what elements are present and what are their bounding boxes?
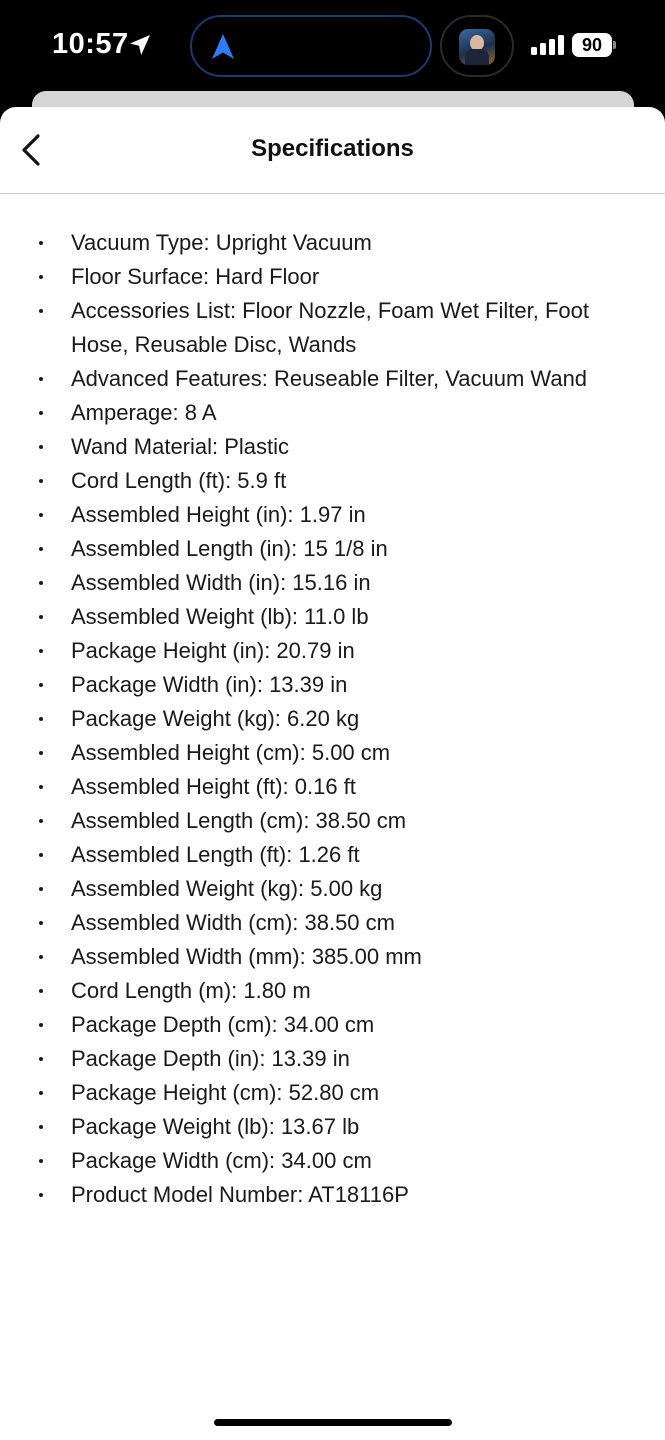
bullet-icon [39,887,43,891]
location-arrow-icon [128,33,152,57]
bullet-icon [39,479,43,483]
spec-item [0,1008,635,1042]
bullet-icon [39,751,43,755]
page-title: Specifications [251,135,414,162]
spec-item [0,1076,635,1110]
cellular-signal-icon [531,35,565,55]
spec-item [0,770,635,804]
spec-text: Package Weight (lb): 13.67 lb [71,1114,360,1139]
dynamic-island-navigation[interactable] [190,15,432,77]
bullet-icon [39,1125,43,1129]
spec-text: Assembled Length (ft): 1.26 ft [71,842,360,867]
spec-text: Assembled Height (in): 1.97 in [71,502,366,527]
spec-item [0,430,635,464]
spec-item [0,600,635,634]
bullet-icon [39,1159,43,1163]
bullet-icon [39,1057,43,1061]
spec-text: Vacuum Type: Upright Vacuum [71,230,372,255]
dynamic-island-media[interactable] [440,15,514,77]
spec-item [0,1042,635,1076]
spec-item [0,702,635,736]
spec-text: Wand Material: Plastic [71,434,290,459]
spec-item [0,532,635,566]
spec-item [0,226,635,260]
spec-item [0,940,635,974]
bullet-icon [39,445,43,449]
bullet-icon [39,309,43,313]
bullet-icon [39,683,43,687]
spec-text: Assembled Height (ft): 0.16 ft [71,774,356,799]
spec-item [0,294,635,362]
bullet-icon [39,1091,43,1095]
spec-item [0,498,635,532]
spec-text: Assembled Weight (lb): 11.0 lb [71,604,369,629]
spec-item [0,872,635,906]
spec-text: Amperage: 8 A [71,400,217,425]
bullet-icon [39,411,43,415]
spec-item [0,804,635,838]
spec-text: Assembled Height (cm): 5.00 cm [71,740,391,765]
spec-text: Package Height (cm): 52.80 cm [71,1080,380,1105]
spec-text: Assembled Length (in): 15 1/8 in [71,536,388,561]
spec-item [0,1144,635,1178]
bullet-icon [39,615,43,619]
bullet-icon [39,921,43,925]
spec-text: Advanced Features: Reuseable Filter, Vacuum Wand [71,366,588,391]
bullet-icon [39,581,43,585]
specifications-sheet [0,107,665,1440]
spec-item [0,906,635,940]
spec-text: Accessories List: Floor Nozzle, Foam Wet Filter, Foot Hose, Reusable Disc, Wands [71,298,589,357]
navigation-arrow-icon [210,33,236,61]
battery-level: 90 [572,33,612,57]
bullet-icon [39,853,43,857]
battery-icon [572,33,616,57]
spec-text: Package Depth (cm): 34.00 cm [71,1012,375,1037]
spec-item [0,362,635,396]
sheet-header [0,107,665,194]
spec-item [0,396,635,430]
bullet-icon [39,955,43,959]
bullet-icon [39,1193,43,1197]
spec-item [0,1178,635,1212]
spec-item [0,736,635,770]
bullet-icon [39,547,43,551]
bullet-icon [39,819,43,823]
bullet-icon [39,717,43,721]
spec-text: Package Width (in): 13.39 in [71,672,348,697]
spec-item [0,974,635,1008]
bullet-icon [39,241,43,245]
bullet-icon [39,377,43,381]
spec-text: Package Width (cm): 34.00 cm [71,1148,372,1173]
status-time: 10:57 [52,28,129,60]
spec-item [0,838,635,872]
spec-item [0,634,635,668]
spec-text: Cord Length (ft): 5.9 ft [71,468,287,493]
spec-text: Package Weight (kg): 6.20 kg [71,706,360,731]
bullet-icon [39,1023,43,1027]
spec-item [0,464,635,498]
spec-item [0,1110,635,1144]
status-bar [0,0,665,92]
spec-text: Package Depth (in): 13.39 in [71,1046,350,1071]
bullet-icon [39,785,43,789]
now-playing-thumbnail [459,29,495,65]
bullet-icon [39,513,43,517]
spec-item [0,260,635,294]
spec-text: Product Model Number: AT18116P [71,1182,409,1207]
spec-list [0,194,665,1212]
spec-text: Assembled Width (in): 15.16 in [71,570,371,595]
home-indicator[interactable] [214,1419,452,1426]
spec-text: Cord Length (m): 1.80 m [71,978,311,1003]
bullet-icon [39,989,43,993]
spec-text: Assembled Width (mm): 385.00 mm [71,944,422,969]
spec-item [0,668,635,702]
bullet-icon [39,649,43,653]
spec-text: Floor Surface: Hard Floor [71,264,320,289]
spec-text: Assembled Width (cm): 38.50 cm [71,910,395,935]
spec-text: Package Height (in): 20.79 in [71,638,355,663]
bullet-icon [39,275,43,279]
spec-item [0,566,635,600]
spec-text: Assembled Length (cm): 38.50 cm [71,808,407,833]
spec-text: Assembled Weight (kg): 5.00 kg [71,876,383,901]
